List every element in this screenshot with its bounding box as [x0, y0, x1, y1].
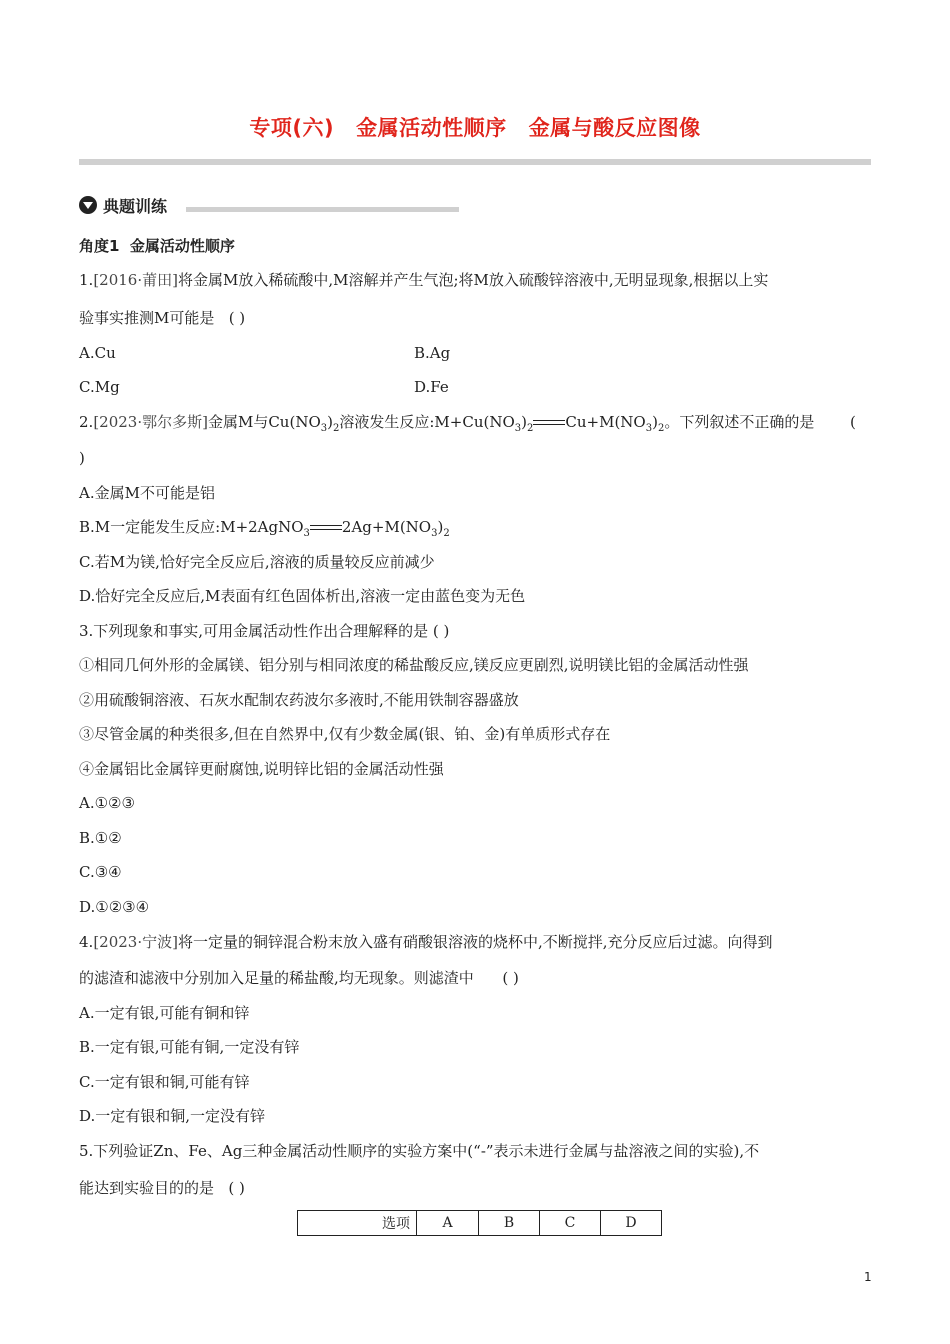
- table-header-option: 选项: [298, 1211, 417, 1236]
- section-divider: [186, 207, 459, 212]
- q3-answer-paren: ( ): [432, 622, 450, 640]
- angle-heading: [79, 236, 235, 256]
- q4-answer-paren: ( ): [502, 969, 519, 987]
- q2-text-d: Cu+M(NO: [565, 413, 646, 431]
- q5-line2: [79, 1178, 245, 1198]
- q2-text-b: ): [327, 413, 333, 431]
- q2-sub-a1: 3: [320, 423, 328, 434]
- equals-sign: [533, 418, 565, 428]
- q1-line1: [79, 270, 768, 290]
- q3-text: 3.下列现象和事实,可用金属活动性作出合理解释的是: [79, 622, 429, 640]
- q1-answer-paren: ( ): [228, 309, 246, 327]
- q2-option-b-close: ): [437, 518, 444, 536]
- q1-num: 1.: [79, 271, 94, 289]
- q5-text2: 能达到实验目的的是: [79, 1179, 215, 1197]
- q2-num: 2.: [79, 413, 94, 431]
- q3-option-d: D.①②③④: [79, 898, 150, 916]
- q4-line1: [79, 932, 773, 952]
- q3-item-1: ①相同几何外形的金属镁、铝分别与相同浓度的稀盐酸反应,镁反应更剧烈,说明镁比铝的金属活动性强: [79, 656, 749, 674]
- q1-line2: [79, 308, 245, 328]
- q2-sub-c2: 2: [527, 423, 534, 434]
- q4-num: 4.: [79, 933, 94, 951]
- q2-option-b: [79, 517, 450, 544]
- q2-option-b-sub2: 3: [431, 528, 438, 539]
- q3-option-c: C.③④: [79, 863, 122, 881]
- q4-option-b: B.一定有银,可能有铜,一定没有锌: [79, 1038, 300, 1056]
- triangle-down-icon: [79, 196, 97, 214]
- angle-label: 角度1: [79, 237, 120, 255]
- q1-option-d: D.Fe: [414, 378, 449, 396]
- q4-option-c: C.一定有银和铜,可能有锌: [79, 1073, 250, 1091]
- q4-option-a: A.一定有银,可能有铜和锌: [79, 1004, 250, 1022]
- q2-line1: [79, 412, 814, 439]
- q1-text: 将金属M放入稀硫酸中,M溶解并产生气泡;将M放入硫酸锌溶液中,无明显现象,根据以上实: [177, 271, 769, 289]
- q4-text: 将一定量的铜锌混合粉末放入盛有硝酸银溶液的烧杯中,不断搅拌,充分反应后过滤。向得到: [177, 933, 773, 951]
- q4-line2: [79, 968, 519, 988]
- q2-option-a: A.金属M不可能是铝: [79, 484, 215, 502]
- q2-paren-open: (: [850, 413, 856, 431]
- q3-option-a: A.①②③: [79, 794, 135, 812]
- q2-text-a: 金属M与Cu(NO: [207, 413, 321, 431]
- q2-sub-a2: 2: [332, 423, 340, 434]
- q3-option-b: B.①②: [79, 829, 122, 847]
- page-title: [0, 112, 950, 142]
- q2-option-d: D.恰好完全反应后,M表面有红色固体析出,溶液一定由蓝色变为无色: [79, 587, 526, 605]
- q2-paren-close: ): [79, 449, 85, 467]
- q3-item-3: ③尽管金属的种类很多,但在自然界中,仅有少数金属(银、铂、金)有单质形式存在: [79, 725, 611, 743]
- q2-text-c: 溶液发生反应:M+Cu(NO: [339, 413, 515, 431]
- table-header-row: [298, 1211, 662, 1236]
- title-part3: 金属与酸反应图像: [528, 116, 701, 140]
- q3-item-2: ②用硫酸铜溶液、石灰水配制农药波尔多液时,不能用铁制容器盛放: [79, 691, 519, 709]
- q3-item-4: ④金属铝比金属锌更耐腐蚀,说明锌比铝的金属活动性强: [79, 760, 444, 778]
- q2-sub-d2: 2: [657, 423, 665, 434]
- q1-text2: 验事实推测M可能是: [79, 309, 215, 327]
- q2-option-b-sub3: 2: [443, 528, 450, 539]
- q2-sub-c1: 3: [514, 423, 522, 434]
- q2-option-b-sub1: 3: [303, 528, 310, 539]
- q2-option-b-a: B.M一定能发生反应:M+2AgNO: [79, 518, 304, 536]
- q1-option-a: A.Cu: [79, 344, 116, 362]
- section-heading-text: 典题训练: [103, 196, 168, 216]
- q2-text-c-close: ): [521, 413, 527, 431]
- q4-option-d: D.一定有银和铜,一定没有锌: [79, 1107, 266, 1125]
- title-part1: 专项(六): [249, 116, 335, 140]
- q1-option-b: B.Ag: [414, 344, 451, 362]
- equals-sign: [310, 523, 342, 533]
- q2-source: [2023·鄂尔多斯]: [93, 413, 208, 431]
- table-header-c: C: [540, 1211, 601, 1236]
- q4-source: [2023·宁波]: [93, 933, 178, 951]
- table-header-a: A: [417, 1211, 479, 1236]
- angle-name: 金属活动性顺序: [129, 237, 235, 255]
- q1-source: [2016·莆田]: [93, 271, 178, 289]
- table-header-d: D: [601, 1211, 662, 1236]
- q2-sub-d1: 3: [645, 423, 653, 434]
- table-header-b: B: [479, 1211, 540, 1236]
- q1-option-c: C.Mg: [79, 378, 120, 396]
- q2-text-d-close: ): [652, 413, 658, 431]
- title-part2: 金属活动性顺序: [356, 116, 507, 140]
- q2-option-b-b: 2Ag+M(NO: [341, 518, 432, 536]
- q5-line1: 5.下列验证Zn、Fe、Ag三种金属活动性顺序的实验方案中(“-”表示未进行金属与盐溶液之间的实验),不: [79, 1142, 760, 1160]
- options-table: [297, 1210, 662, 1236]
- q4-text2: 的滤渣和滤液中分别加入足量的稀盐酸,均无现象。则滤渣中: [79, 969, 474, 987]
- title-divider: [79, 159, 871, 165]
- q2-option-c: C.若M为镁,恰好完全反应后,溶液的质量较反应前减少: [79, 553, 435, 571]
- q3-stem: [79, 621, 449, 641]
- q5-answer-paren: ( ): [228, 1179, 245, 1197]
- page-number: 1: [864, 1270, 872, 1284]
- section-heading: [79, 194, 167, 216]
- q2-text-e: 。下列叙述不正确的是: [664, 413, 815, 431]
